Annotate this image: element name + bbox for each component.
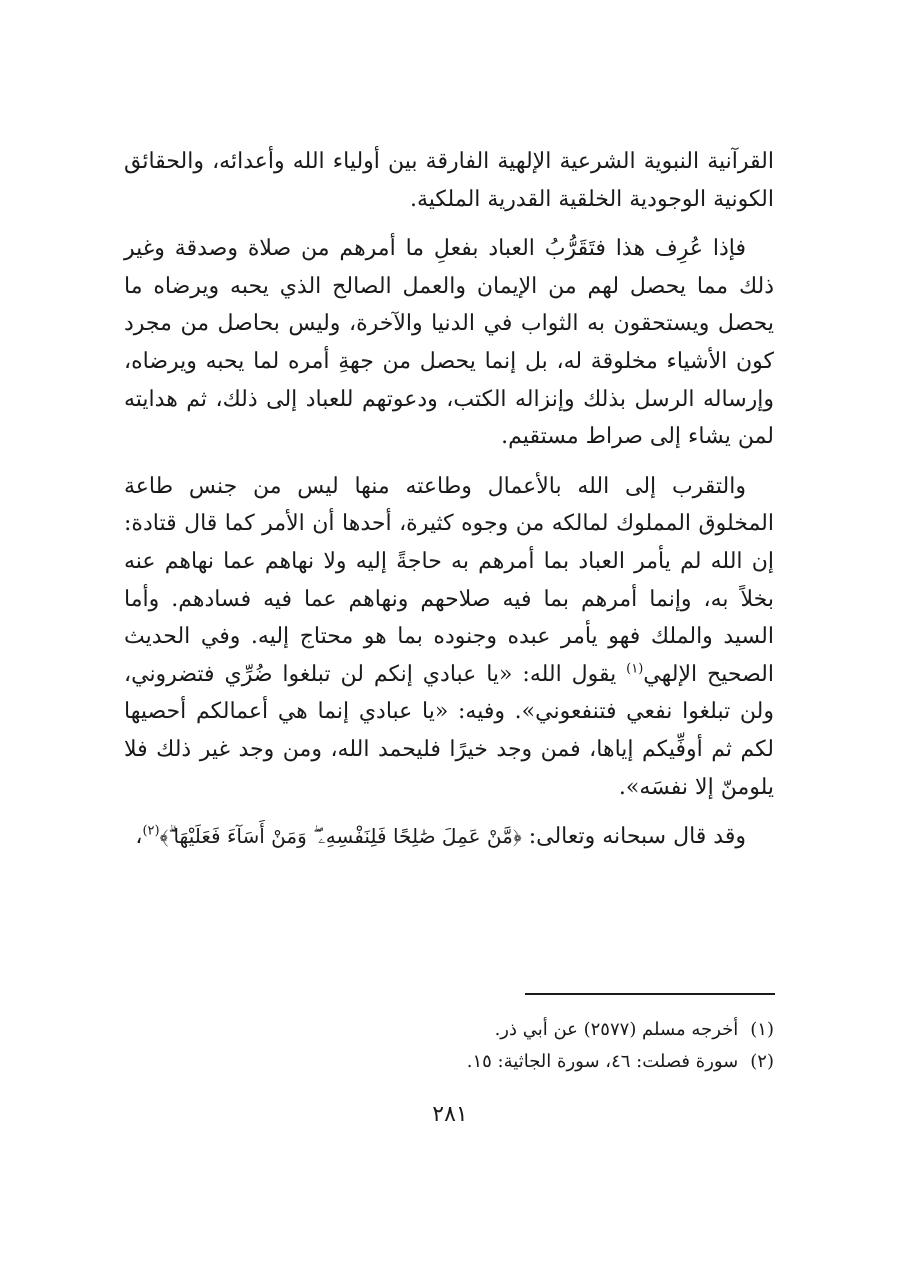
paragraph-4	[124, 818, 774, 856]
page-number: ٢٨١	[432, 1102, 468, 1127]
paragraph-3-text-a: والتقرب إلى الله بالأعمال وطاعته منها ليس من جنس طاعة المخلوق المملوك لمالكه من وجوه كثيرة، أحدها أن الأمر كما قال قتادة: إن الله لم يأمر العباد بما أمرهم به حاجةً إليه ولا نهاهم عما نهاهم عنه بخلاً به، وإنما أمرهم بما فيه صلاحهم ونهاهم عما فيه فسادهم. وأما السيد والملك فهو يأمر عبده وجنوده بما هو محتاج إليه. وفي الحديث الصحيح الإلهي	[124, 473, 774, 687]
paragraph-3-text-b: يقول الله: «يا عبادي إنكم لن تبلغوا ضُرِّي فتضروني، ولن تبلغوا نفعي فتنفعوني». وفيه: «يا عبادي إنما هي أعمالكم أحصيها لكم ثم أوفِّيكم إياها، فمن وجد خيرًا فليحمد الله، ومن وجد غير ذلك فلا يلومنّ إلا نفسَه».	[124, 661, 774, 800]
footnote-ref-2: (٢)	[142, 823, 160, 839]
paragraph-4-intro: وقد قال سبحانه وتعالى:	[521, 824, 746, 850]
paragraph-1	[124, 143, 774, 218]
footnote-text: سورة فصلت: ٤٦، سورة الجاثية: ١٥.	[466, 1051, 739, 1072]
main-text	[124, 143, 774, 856]
footnote-text: أخرجه مسلم (٢٥٧٧) عن أبي ذر.	[494, 1019, 739, 1040]
paragraph-3	[124, 468, 774, 806]
footnote-item	[124, 1014, 774, 1046]
footnote-number: (٢)	[750, 1051, 774, 1072]
quran-verse: ﴿مَّنْ عَمِلَ صَٰلِحًا فَلِنَفْسِهِۦ ۖ وَمَنْ أَسَآءَ فَعَلَيْهَا ۗ﴾	[159, 824, 522, 849]
paragraph-4-end: ،	[135, 824, 143, 850]
paragraph-1-text: القرآنية النبوية الشرعية الإلهية الفارقة بين أولياء الله وأعدائه، والحقائق الكونية الوجودية الخلقية القدرية الملكية.	[124, 149, 774, 212]
footnote-divider	[525, 993, 775, 995]
footnote-ref-1: (١)	[626, 661, 644, 677]
paragraph-2	[124, 230, 774, 456]
footnote-item	[124, 1046, 774, 1078]
footnote-number: (١)	[750, 1019, 774, 1040]
footnotes	[124, 1014, 774, 1078]
paragraph-2-text: فإذا عُرِف هذا فتَقَرُّبُ العباد بفعلِ ما أمرهم من صلاة وصدقة وغير ذلك مما يحصل لهم من الإيمان والعمل الصالح الذي يحبه ويرضاه ما يحصل ويستحقون به الثواب في الدنيا والآخرة، وليس بحاصل من مجرد كون الأشياء مخلوقة له، بل إنما يحصل من جهةِ أمره لما يحبه ويرضاه، وإرساله الرسل بذلك وإنزاله الكتب، ودعوتهم للعباد إلى ذلك، ثم هدايته لمن يشاء إلى صراط مستقيم.	[124, 236, 774, 450]
